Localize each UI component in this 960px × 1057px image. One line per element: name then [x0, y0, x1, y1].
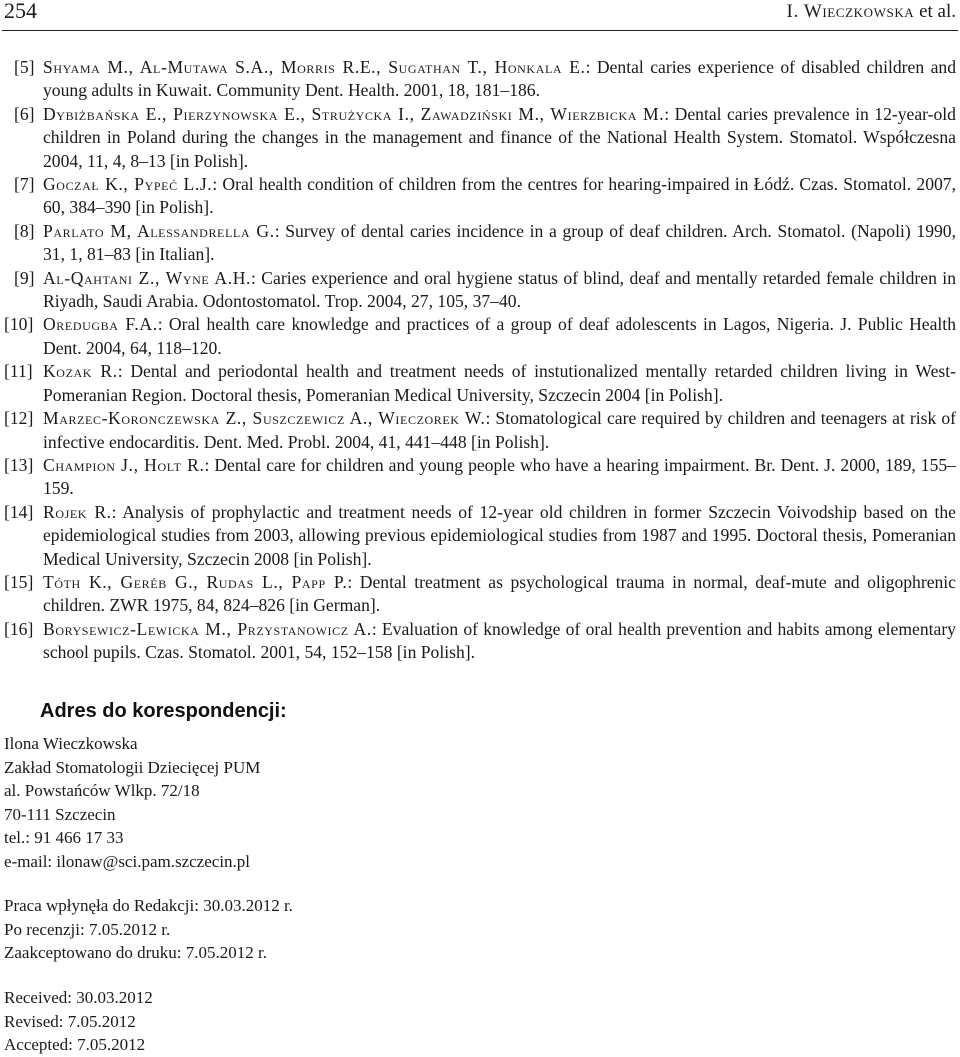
reference-number: [5]: [14, 57, 35, 77]
reference-text: : Survey of dental caries incidence in a group of deaf children. Arch. Stomatol. (Napoli) 1990, 31, 1, 81–83 [in Italian].: [43, 220, 956, 265]
city: 70-111 Szczecin: [4, 804, 116, 824]
reference-text: : Oral health condition of children from the centres for hearing-impaired in Łódź. Czas. Stomatol. 2007, 60, 384–390 [in Polish].: [43, 174, 956, 218]
revised-date-pl: Po recenzji: 7.05.2012 r.: [4, 919, 171, 939]
reference-number: [6]: [14, 103, 35, 124]
reference-item: [4, 571, 956, 618]
reference-item: [4, 454, 956, 501]
reference-text: : Analysis of prophylactic and treatment needs of 12-year old children in former Szczecin Voivodship based on the epidemiological studies from 2003, allowing previous epidemiological studies from 1987 and 1995. Doctoral thesis, Pomeranian Medical University, Szczecin 2008 [in Polish].: [43, 501, 956, 569]
reference-authors: Marzec-Koronczewska Z., Suszczewicz A., Wieczorek W.: [43, 408, 486, 429]
reference-authors: Dybiżbańska E., Pierzynowska E., Strużycka I., Zawadziński M., Wierzbicka M.: [43, 103, 665, 124]
correspondence-address: [4, 732, 260, 873]
reference-number: [14]: [4, 501, 34, 522]
reference-item: [4, 220, 956, 267]
phone: tel.: 91 466 17 33: [4, 828, 124, 847]
reference-item: [4, 267, 956, 314]
department: Zakład Stomatologii Dziecięcej PUM: [4, 757, 261, 777]
street-address: al. Powstańców Wlkp. 72/18: [4, 781, 200, 800]
reference-authors: Kozak R.: [43, 361, 118, 382]
author-name: Ilona Wieczkowska: [4, 734, 138, 753]
reference-number: [13]: [4, 454, 34, 475]
reference-item: [4, 360, 956, 407]
received-date-pl: Praca wpłynęła do Redakcji: 30.03.2012 r.: [4, 896, 293, 915]
running-head-etal: et al.: [914, 1, 956, 22]
reference-text: : Stomatological care required by children and teenagers at risk of infective endocarditis. Dent. Med. Probl. 2004, 41, 441–448 [in Polish].: [43, 408, 956, 452]
header-rule: [2, 30, 958, 31]
reference-text: : Dental caries prevalence in 12-year-old children in Poland during the changes in the management and finance of the National Health System. Stomatol. Współczesna 2004, 11, 4, 8–13 [in Polish].: [43, 103, 956, 171]
reference-authors: Champion J., Holt R.: [43, 454, 205, 475]
reference-item: [4, 618, 956, 665]
correspondence-heading: Adres do korespondencji:: [40, 700, 287, 722]
revised-date: Revised: 7.05.2012: [4, 1011, 136, 1031]
running-head-author: I. Wieczkowska: [786, 1, 915, 22]
reference-authors: Tóth K., Geréb G., Rudas L., Papp P.: [43, 571, 348, 592]
reference-authors: Goczał K., Pypeć L.J.: [43, 174, 213, 195]
received-date: Received: 30.03.2012: [4, 988, 153, 1007]
page-number: 254: [4, 0, 37, 23]
reference-list: [4, 56, 956, 665]
reference-number: [10]: [4, 314, 34, 335]
reference-number: [8]: [14, 220, 35, 241]
email: e-mail: ilonaw@sci.pam.szczecin.pl: [4, 851, 251, 871]
reference-authors: Al-Qahtani Z., Wyne A.H.: [43, 267, 251, 288]
reference-authors: Parlato M, Alessandrella G.: [43, 220, 275, 241]
reference-authors: Borysewicz-Lewicka M., Przystanowicz A.: [43, 618, 372, 639]
reference-item: [4, 313, 956, 360]
reference-item: [4, 173, 956, 220]
reference-text: : Dental and periodontal health and treatment needs of instutionalized mentally retarded children living in West-Pomeranian Region. Doctoral thesis, Pomeranian Medical University, Szczecin 2004 [in Polish].: [43, 361, 956, 405]
accepted-date-pl: Zaakceptowano do druku: 7.05.2012 r.: [4, 943, 267, 962]
reference-text: : Dental caries experience of disabled children and young adults in Kuwait. Community Dent. Health. 2001, 18, 181–186.: [43, 57, 956, 101]
page-header: [0, 0, 960, 26]
running-head: [787, 1, 956, 23]
accepted-date: Accepted: 7.05.2012: [4, 1035, 146, 1054]
reference-number: [7]: [14, 174, 35, 195]
reference-number: [9]: [14, 267, 35, 288]
reference-text: : Evaluation of knowledge of oral health prevention and habits among elementary school pupils. Czas. Stomatol. 2001, 54, 152–158 [in Polish].: [43, 618, 956, 663]
reference-number: [11]: [4, 361, 33, 382]
reference-text: : Dental treatment as psychological trauma in normal, deaf-mute and oligophrenic children. ZWR 1975, 84, 824–826 [in German].: [43, 571, 956, 616]
reference-authors: Oredugba F.A.: [43, 314, 158, 335]
reference-item: [4, 501, 956, 571]
reference-number: [15]: [4, 571, 34, 592]
dates-polish: [4, 894, 293, 965]
reference-text: : Caries experience and oral hygiene status of blind, deaf and mentally retarded female children in Riyadh, Saudi Arabia. Odontostomatol. Trop. 2004, 27, 105, 37–40.: [43, 267, 956, 312]
reference-item: [4, 103, 956, 173]
reference-item: [4, 56, 956, 103]
reference-item: [4, 407, 956, 454]
dates-english: [4, 986, 153, 1057]
reference-number: [16]: [4, 618, 34, 639]
reference-text: : Oral health care knowledge and practices of a group of deaf adolescents in Lagos, Nigeria. J. Public Health Dent. 2004, 64, 118–120.: [43, 314, 956, 358]
reference-number: [12]: [4, 408, 34, 429]
reference-authors: Shyama M., Al-Mutawa S.A., Morris R.E., Sugathan T., Honkala E.: [43, 57, 586, 77]
reference-text: : Dental care for children and young people who have a hearing impairment. Br. Dent. J. 2000, 189, 155–159.: [43, 454, 956, 499]
reference-authors: Rojek R.: [43, 501, 112, 522]
